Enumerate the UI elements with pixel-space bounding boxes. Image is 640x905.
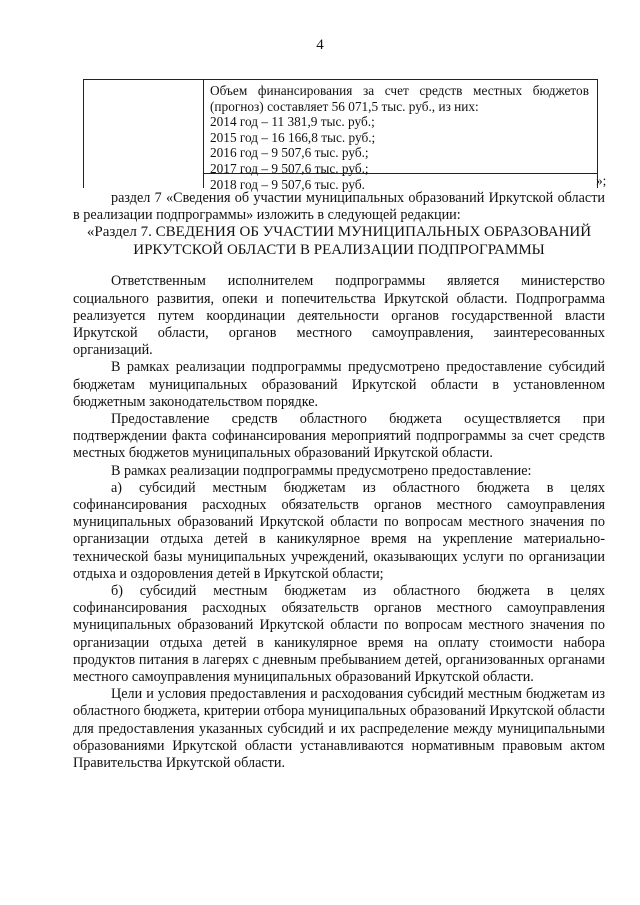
financing-table (83, 79, 598, 192)
table-line: 2018 год – 9 507,6 тыс. руб. (210, 176, 365, 192)
table-cell-financing (210, 83, 589, 192)
paragraph: а) субсидий местным бюджетам из областного бюджета в целях софинансирования расходных обязательств органов местного самоуправления муниципальных образований Иркутской области по вопросам местного значения по организации отдыха детей в каникулярное время на укрепление материально-технической базы муниципальных учреждений, оказывающих услуги по организации отдыха и оздоровления детей в Иркутской области; (73, 479, 605, 582)
table-row-divider (203, 173, 597, 174)
paragraph: В рамках реализации подпрограммы предусмотрено предоставление: (111, 462, 532, 479)
table-line: 2017 год – 9 507,6 тыс. руб.; (210, 160, 369, 176)
spacer (73, 259, 605, 273)
paragraph: б) субсидий местным бюджетам из областного бюджета в целях софинансирования расходных обязательств органов местного самоуправления муниципальных образований Иркутской области по вопросам местного значения по организации отдыха детей в каникулярное время на оплату стоимости набора продуктов питания в лагерях с дневным пребыванием детей, организованных органами местного самоуправления муниципальных образований Иркутской области. (73, 583, 605, 686)
table-line: 2016 год – 9 507,6 тыс. руб.; (210, 145, 369, 161)
paragraph: В рамках реализации подпрограммы предусмотрено предоставление субсидий бюджетам муниципальных образований Иркутской области в установленном бюджетным законодательством порядке. (73, 359, 605, 410)
table-line: (прогноз) составляет 56 071,5 тыс. руб., из них: (210, 98, 479, 114)
paragraph: Ответственным исполнителем подпрограммы является министерство социального развития, опеки и попечительства Иркутской области. Подпрограмма реализуется путем координации деятельности органов государственной власти Иркутской области, органов местного самоуправления, заинтересованных организаций. (73, 273, 605, 359)
intro-paragraph: раздел 7 «Сведения об участии муниципальных образований Иркутской области в реализации подпрограммы» изложить в следующей редакции: (73, 190, 605, 224)
table-line: Объем финансирования за счет средств местных бюджетов (210, 83, 589, 98)
section-heading: «Раздел 7. СВЕДЕНИЯ ОБ УЧАСТИИ МУНИЦИПАЛЬНЫХ ОБРАЗОВАНИЙ ИРКУТСКОЙ ОБЛАСТИ В РЕАЛИЗАЦИИ ПОДПРОГРАММЫ (86, 224, 592, 258)
table-column-divider (203, 80, 204, 188)
closing-quote: »; (596, 173, 607, 188)
document-body (73, 190, 605, 772)
paragraph: Цели и условия предоставления и расходования субсидий местным бюджетам из областного бюджета, критерии отбора муниципальных образований Иркутской области для предоставления указанных субсидий и их распределение между муниципальными образованиями Иркутской области устанавливаются нормативным правовым актом Правительства Иркутской области. (73, 686, 605, 772)
table-line: 2014 год – 11 381,9 тыс. руб.; (210, 114, 375, 130)
table-line: 2015 год – 16 166,8 тыс. руб.; (210, 129, 376, 145)
page-number: 4 (316, 37, 324, 53)
paragraph: Предоставление средств областного бюджета осуществляется при подтверждении факта софинансирования мероприятий подпрограммы за счет средств местных бюджетов муниципальных образований Иркутской области. (73, 411, 605, 462)
